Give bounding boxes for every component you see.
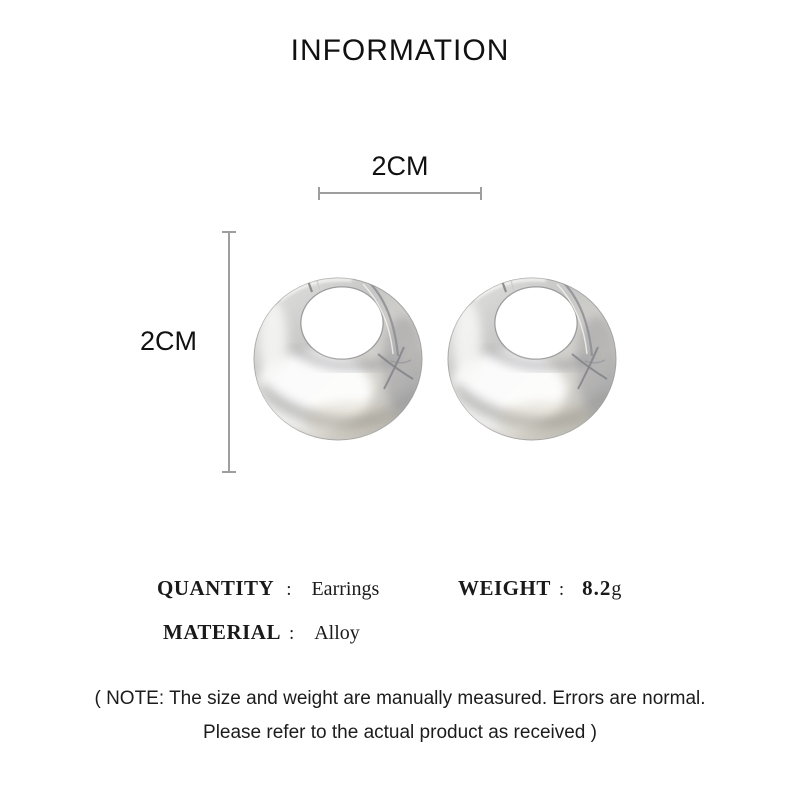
height-dimension-line [228,231,230,473]
earring-left [254,277,426,440]
weight-unit: g [611,578,622,600]
quantity-separator: : [286,579,292,600]
product-image-earrings [250,268,622,450]
material-value: Alloy [314,622,360,644]
weight-value: 8.2 [582,576,612,600]
note-line-2: Please refer to the actual product as received ) [203,722,597,743]
weight-separator: : [558,579,565,600]
material-separator: : [288,623,295,644]
height-dimension-label: 2CM [140,326,198,356]
material-label: MATERIAL [163,620,281,644]
quantity-value: Earrings [311,578,380,600]
width-dimension-line [318,192,482,194]
page-title: INFORMATION [290,34,510,67]
spec-row-quantity [157,576,379,601]
spec-row-material [163,620,360,645]
weight-label: WEIGHT [458,576,551,600]
spec-row-weight [458,576,621,601]
quantity-label: QUANTITY [157,576,275,600]
width-dimension-label: 2CM [371,151,429,181]
earring-right [448,277,620,440]
note-line-1: ( NOTE: The size and weight are manually measured. Errors are normal. [94,688,706,709]
